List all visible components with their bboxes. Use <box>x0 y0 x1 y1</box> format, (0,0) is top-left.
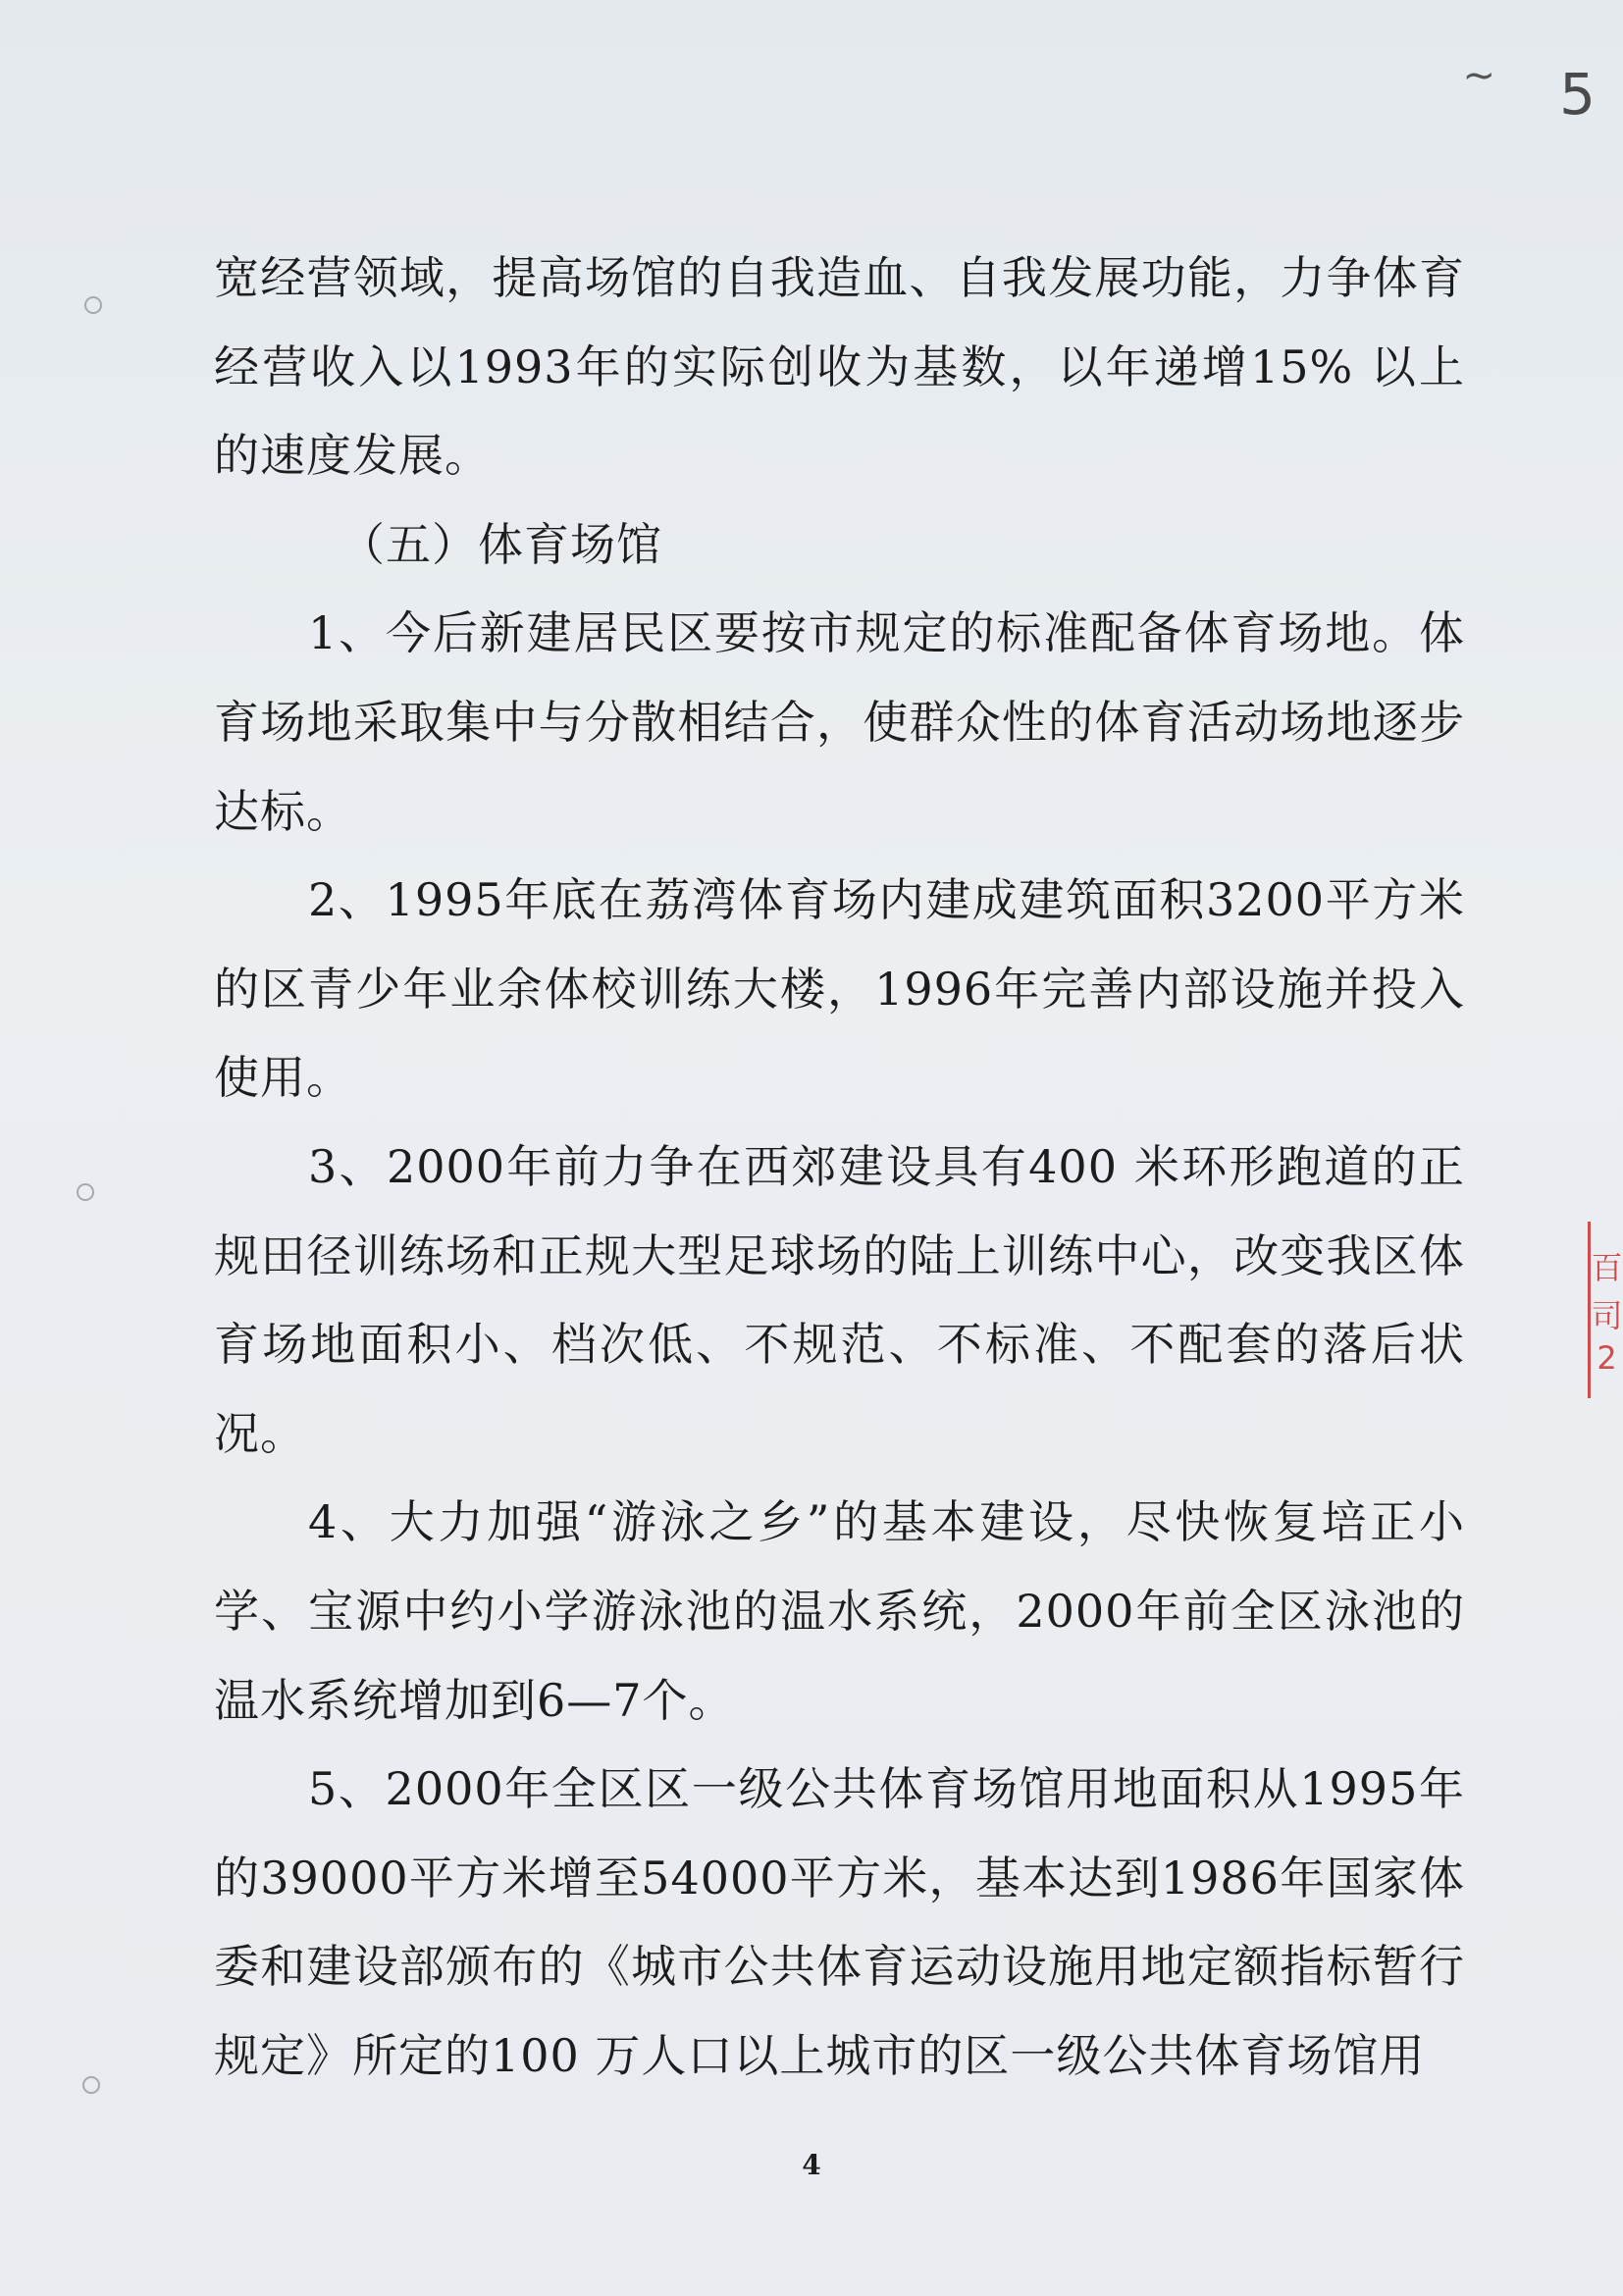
document-body <box>214 234 1465 2100</box>
paragraph-item-5: 5、2000年全区区一级公共体育场馆用地面积从1995年的39000平方米增至54000平方米，基本达到1986年国家体委和建设部颁布的《城市公共体育运动设施用地定额指标暂行规定》所定的100 万人口以上城市的区一级公共体育场馆用 <box>214 1762 1465 2082</box>
paragraph-item-4: 4、大力加强“游泳之乡”的基本建设，尽快恢复培正小学、宝源中约小学游泳池的温水系统，2000年前全区泳池的温水系统增加到6—7个。 <box>214 1495 1465 1727</box>
binding-hole <box>84 296 102 314</box>
corner-page-number: 5 <box>1559 61 1596 128</box>
binding-hole <box>77 1183 94 1201</box>
section-heading: （五）体育场馆 <box>340 517 662 571</box>
paragraph-item-3: 3、2000年前力争在西郊建设具有400 米环形跑道的正规田径训练场和正规大型足球场的陆上训练中心，改变我区体育场地面积小、档次低、不规范、不标准、不配套的落后状况。 <box>214 1139 1465 1460</box>
binding-hole <box>82 2076 100 2094</box>
stamp-char: 司 <box>1591 1297 1623 1334</box>
stamp-char: 百 <box>1591 1249 1623 1286</box>
red-stamp-edge <box>1588 1222 1623 1398</box>
stamp-char: 2 <box>1597 1339 1617 1377</box>
paragraph-continuation: 宽经营领域，提高场馆的自我造血、自我发展功能，力争体育经营收入以1993年的实际创收为基数，以年递增15% 以上的速度发展。 <box>214 251 1465 483</box>
page-number: 4 <box>802 2149 821 2181</box>
paragraph-item-1: 1、今后新建居民区要按市规定的标准配备体育场地。体育场地采取集中与分散相结合，使群众性的体育活动场地逐步达标。 <box>214 606 1465 838</box>
margin-mark: ~ <box>1462 53 1495 98</box>
paragraph-item-2: 2、1995年底在荔湾体育场内建成建筑面积3200平方米的区青少年业余体校训练大楼，1996年完善内部设施并投入使用。 <box>214 873 1465 1105</box>
